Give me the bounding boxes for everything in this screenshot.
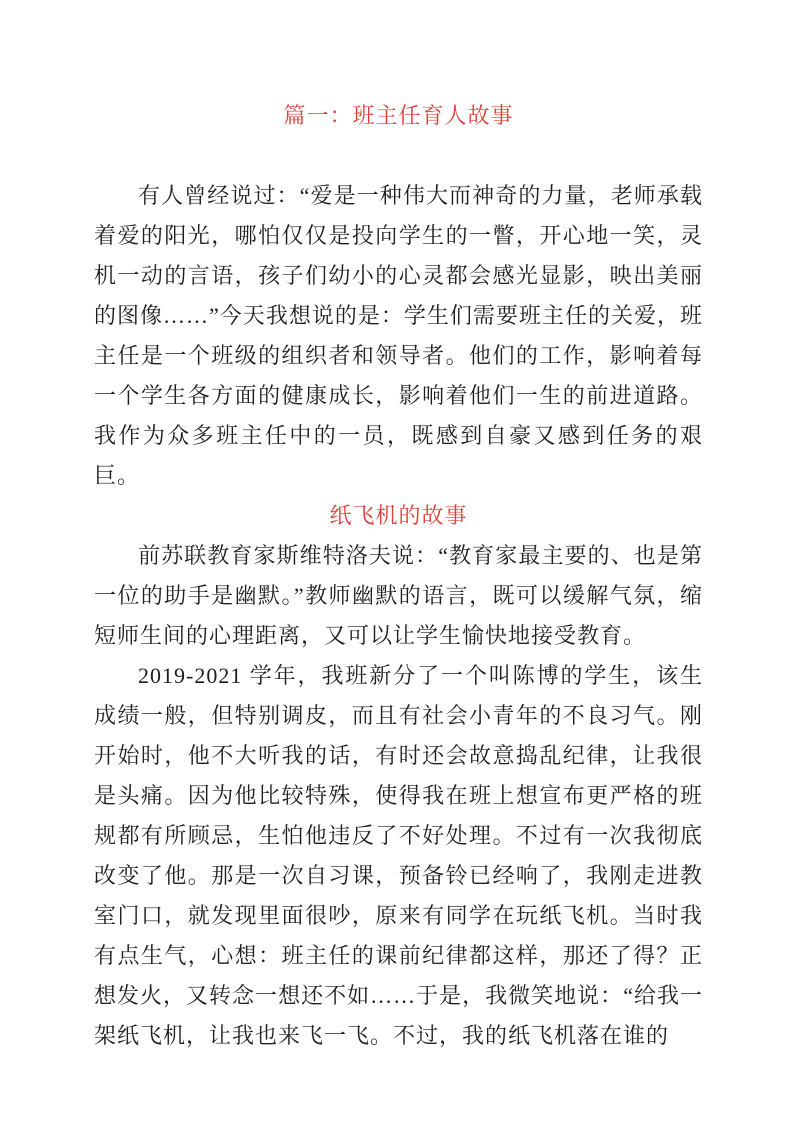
document-title: 篇一：班主任育人故事: [283, 103, 514, 128]
paragraph-humor: 前苏联教育家斯维特洛夫说：“教育家最主要的、也是第一位的助手是幽默。”教师幽默的语言，既可以缓解气氛，缩短师生间的心理距离，又可以让学生愉快地接受教育。: [94, 543, 703, 648]
blank-line-spacer: [94, 136, 703, 176]
paragraph-intro: 有人曾经说过：“爱是一种伟大而神奇的力量，老师承载着爱的阳光，哪怕仅仅是投向学生的一瞥，开心地一笑，灵机一动的言语，孩子们幼小的心灵都会感光显影，映出美丽的图像……”今天我想说的是：学生们需要班主任的关爱，班主任是一个班级的组织者和领导者。他们的工作，影响着每一个学生各方面的健康成长，影响着他们一生的前进道路。我作为众多班主任中的一员，既感到自豪又感到任务的艰巨。: [94, 183, 703, 488]
document-content: [94, 96, 703, 1056]
subheading-paper-plane-story: 纸飞机的故事: [329, 503, 468, 528]
paragraph-story: 2019-2021 学年，我班新分了一个叫陈博的学生，该生成绩一般，但特别调皮，而且有社会小青年的不良习气。刚开始时，他不大听我的话，有时还会故意捣乱纪律，让我很是头痛。因为他比较特殊，使得我在班上想宣布更严格的班规都有所顾忌，生怕他违反了不好处理。不过有一次我彻底改变了他。那是一次自习课，预备铃已经响了，我刚走进教室门口，就发现里面很吵，原来有同学在玩纸飞机。当时我有点生气，心想：班主任的课前纪律都这样，那还了得？正想发火，又转念一想还不如……于是，我微笑地说：“给我一架纸飞机，让我也来飞一飞。不过，我的纸飞机落在谁的: [94, 663, 703, 1048]
